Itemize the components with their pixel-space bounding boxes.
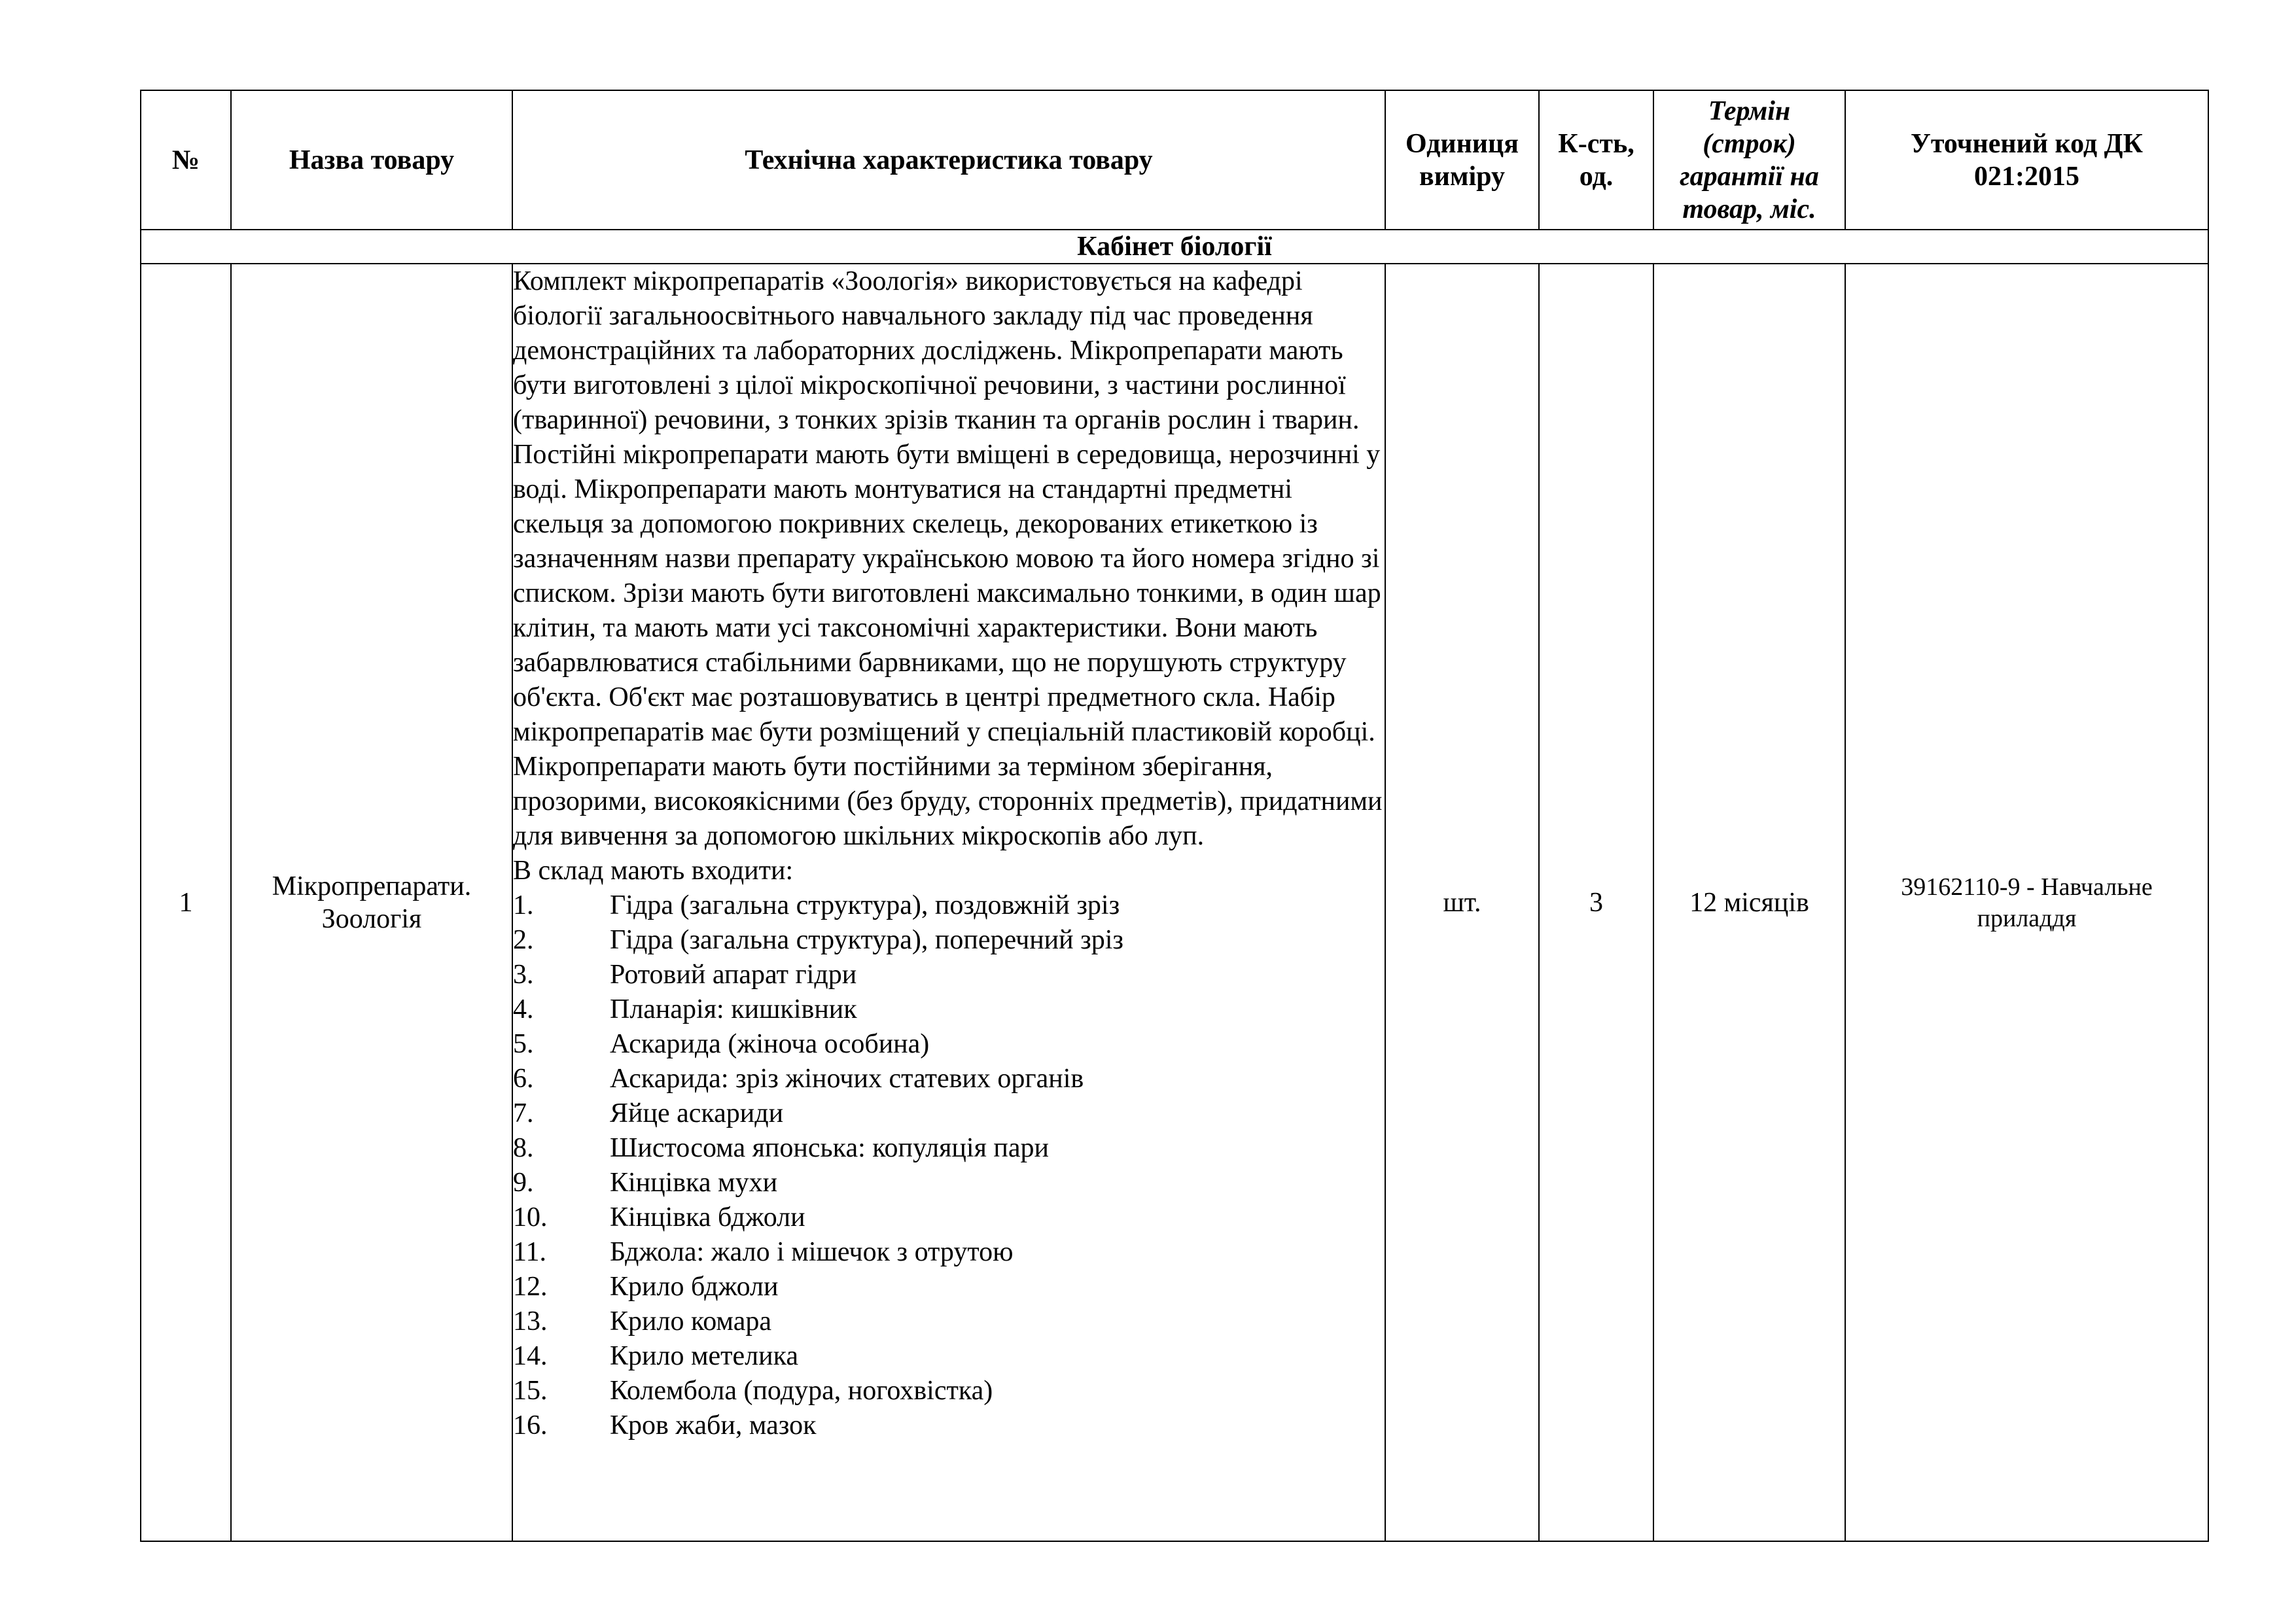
composition-list <box>513 888 1385 1443</box>
item-number: 15. <box>513 1376 548 1406</box>
list-item <box>513 1027 1385 1062</box>
list-item <box>513 1408 1385 1443</box>
item-text: Кінцівка мухи <box>610 1168 778 1198</box>
header-dk-code: Уточнений код ДК 021:2015 <box>1845 90 2208 230</box>
list-item <box>513 1200 1385 1235</box>
table-row <box>141 264 2208 1541</box>
list-item <box>513 992 1385 1027</box>
item-number: 6. <box>513 1064 534 1094</box>
composition-intro: В склад мають входити: <box>513 856 794 886</box>
item-number: 14. <box>513 1341 548 1371</box>
item-number: 1. <box>513 890 534 920</box>
section-row <box>141 230 2208 264</box>
header-quantity: К-сть, од. <box>1539 90 1653 230</box>
list-item <box>513 1131 1385 1166</box>
item-number: 13. <box>513 1306 548 1336</box>
item-text: Кінцівка бджоли <box>610 1202 805 1232</box>
item-text: Шистосома японська: копуляція пари <box>610 1133 1049 1163</box>
item-text: Яйце аскариди <box>610 1098 784 1128</box>
item-text: Бджола: жало і мішечок з отрутою <box>610 1237 1014 1267</box>
item-number: 12. <box>513 1272 548 1302</box>
header-technical-spec: Технічна характеристика товару <box>512 90 1385 230</box>
item-text: Крило метелика <box>610 1341 799 1371</box>
list-item <box>513 888 1385 923</box>
header-warranty: Термін (строк) гарантії на товар, міс. <box>1653 90 1845 230</box>
list-item <box>513 1374 1385 1408</box>
list-item <box>513 1304 1385 1339</box>
item-text: Аскарида: зріз жіночих статевих органів <box>610 1064 1084 1094</box>
item-number: 16. <box>513 1410 548 1440</box>
item-text: Гідра (загальна структура), поздовжній зріз <box>610 890 1120 920</box>
item-text: Ротовий апарат гідри <box>610 960 857 990</box>
row-number: 1 <box>141 264 231 1541</box>
list-item <box>513 1096 1385 1131</box>
technical-description <box>512 264 1385 1541</box>
list-item <box>513 1235 1385 1270</box>
description-text: Комплект мікропрепаратів «Зоологія» використовується на кафедрі біології загальноосвітнього навчального закладу під час проведення демонстраційних та лабораторних досліджень. Мікропрепарати мають бути виготовлені з цілої мікроскопічної речовини, з частини рослинної (тваринної) речовини, з тонких зрізів тканин та органів рослин і тварин. Постійні мікропрепарати мають бути вміщені в середовища, нерозчинні у воді. Мікропрепарати мають монтуватися на стандартні предметні скельця за допомогою покривних скелець, декорованих етикеткою із зазначенням назви препарату українською мовою та його номера згідно зі списком. Зрізи мають бути виготовлені максимально тонкими, в один шар клітин, та мають мати усі таксономічні характеристики. Вони мають забарвлюватися стабільними барвниками, що не порушують структуру об'єкта. Об'єкт має розташовуватись в центрі предметного скла. Набір мікропрепаратів має бути розміщений у спеціальній пластиковій коробці. Мікропрепарати мають бути постійними за терміном зберігання, прозорими, високоякісними (без бруду, сторонніх предметів), придатними для вивчення за допомогою шкільних мікроскопів або луп. <box>513 266 1383 851</box>
item-number: 4. <box>513 994 534 1024</box>
item-number: 7. <box>513 1098 534 1128</box>
item-number: 11. <box>513 1237 546 1267</box>
item-text: Кров жаби, мазок <box>610 1410 817 1440</box>
item-text: Крило бджоли <box>610 1272 779 1302</box>
header-number: № <box>141 90 231 230</box>
list-item <box>513 1166 1385 1200</box>
item-text: Аскарида (жіноча особина) <box>610 1029 930 1059</box>
item-number: 8. <box>513 1133 534 1163</box>
dk-code-cell: 39162110-9 - Навчальне приладдя <box>1845 264 2208 1541</box>
item-text: Крило комара <box>610 1306 771 1336</box>
specification-table <box>140 90 2209 1542</box>
unit-cell: шт. <box>1385 264 1539 1541</box>
list-item <box>513 1339 1385 1374</box>
list-item <box>513 1270 1385 1304</box>
item-number: 3. <box>513 960 534 990</box>
item-number: 5. <box>513 1029 534 1059</box>
list-item <box>513 923 1385 958</box>
item-number: 10. <box>513 1202 548 1232</box>
product-name: Мікропрепарати. Зоологія <box>231 264 512 1541</box>
header-unit: Одиниця виміру <box>1385 90 1539 230</box>
section-title: Кабінет біології <box>141 230 2208 264</box>
header-row <box>141 90 2208 230</box>
item-text: Планарія: кишківник <box>610 994 857 1024</box>
item-number: 2. <box>513 925 534 955</box>
item-number: 9. <box>513 1168 534 1198</box>
quantity-cell: 3 <box>1539 264 1653 1541</box>
list-item <box>513 1062 1385 1096</box>
item-text: Гідра (загальна структура), поперечний зріз <box>610 925 1123 955</box>
list-item <box>513 958 1385 992</box>
header-product-name: Назва товару <box>231 90 512 230</box>
item-text: Колембола (подура, ногохвістка) <box>610 1376 993 1406</box>
warranty-cell: 12 місяців <box>1653 264 1845 1541</box>
